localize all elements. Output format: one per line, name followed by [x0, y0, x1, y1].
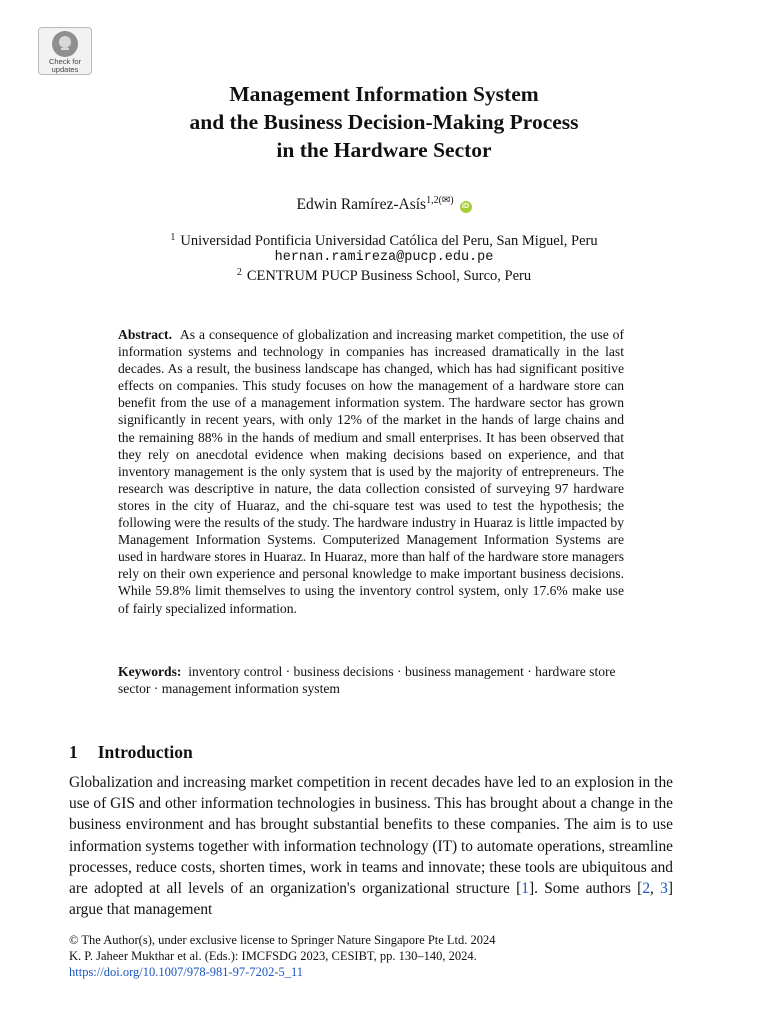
section-number: 1 [69, 742, 78, 762]
author-email[interactable]: hernan.ramireza@pucp.edu.pe [274, 250, 494, 265]
intro-paragraph: Globalization and increasing market competition in recent decades have led to an explosion in the use of GIS and other information technologies in business. This has brought about a change in the business environment and has brought substantial benefits to these companies. The aim is to use information systems together with information technology (IT) to automate operations, streamline processes, reduce costs, shorten times, work in teams and innovate; these tools are ubiquitous and are adopted at all levels of an organization's organizational structure [1]. Some authors [2, 3] argue that management [69, 774, 673, 919]
badge-label: Check for updates [48, 57, 82, 74]
citation-link-3[interactable]: 3 [660, 880, 668, 898]
keywords-text: inventory control · business decisions · business management · hardware store sector · management information system [118, 664, 616, 697]
bookmark-icon [52, 31, 78, 57]
affiliation-text: CENTRUM PUCP Business School, Surco, Peru [246, 268, 532, 284]
citation-line: K. P. Jaheer Mukthar et al. (Eds.): IMCFSDG 2023, CESIBT, pp. 130–140, 2024. [69, 949, 477, 963]
paper-title [84, 80, 684, 164]
orcid-icon[interactable]: iD [460, 201, 472, 213]
check-for-updates-badge[interactable] [38, 27, 92, 75]
affiliation-number: 2 [236, 267, 242, 278]
citation-link-2[interactable]: 2 [642, 880, 651, 898]
author-line [84, 195, 684, 214]
affiliation-number: 1 [170, 232, 176, 243]
abstract-text: As a consequence of globalization and increasing market competition, the use of information systems and technology in companies has increased dramatically in the last decades. As a result, the business landscape has changed, which has had significant positive effects on companies. This study focuses on how the management of a hardware store can benefit from the use of a management information system. The hardware sector has grown significantly in recent years, with only 12% of the market in the hands of large chains and the remaining 88% in the hands of medium and small enterprises. It has been observed that they rely on anecdotal evidence when making decisions based on experience, and that inventory management is the only system that is used by the majority of entrepreneurs. The research was descriptive in nature, the data collection consisted of surveying 97 hardware stores in the city of Huaraz, and the chi-square test was used to test the hypothesis; the following were the results of the study. The hardware industry in Huaraz is little impacted by Management Information Systems. Computerized Management Information Systems are used in hardware stores in Huaraz. In Huaraz, more than half of the hardware store managers rely on their own experience and personal knowledge to make important business decisions. While 59.8% limit themselves to using the inventory control system, only 17.6% make use of fairly specialized information. [118, 327, 625, 616]
abstract [118, 326, 624, 617]
title-line-2: and the Business Decision-Making Process [189, 110, 579, 134]
title-line-1: Management Information System [229, 82, 539, 106]
author-affiliation-marks: 1,2(✉) [426, 195, 454, 206]
section-heading [69, 742, 193, 763]
title-line-3: in the Hardware Sector [276, 138, 492, 162]
abstract-label: Abstract. [118, 327, 172, 342]
section-title: Introduction [97, 742, 193, 762]
keywords [118, 663, 624, 697]
affiliation-2 [84, 264, 684, 285]
affiliation-text: Universidad Pontificia Universidad Católica del Peru, San Miguel, Peru [180, 233, 598, 249]
footer [69, 932, 496, 980]
copyright-line: © The Author(s), under exclusive license to Springer Nature Singapore Pte Ltd. 2024 [69, 933, 496, 947]
keywords-label: Keywords: [118, 664, 182, 679]
author-name: Edwin Ramírez-Asís [296, 196, 427, 213]
doi-link[interactable]: https://doi.org/10.1007/978-981-97-7202-5_11 [69, 965, 304, 979]
citation-link-1[interactable]: 1 [521, 880, 529, 898]
